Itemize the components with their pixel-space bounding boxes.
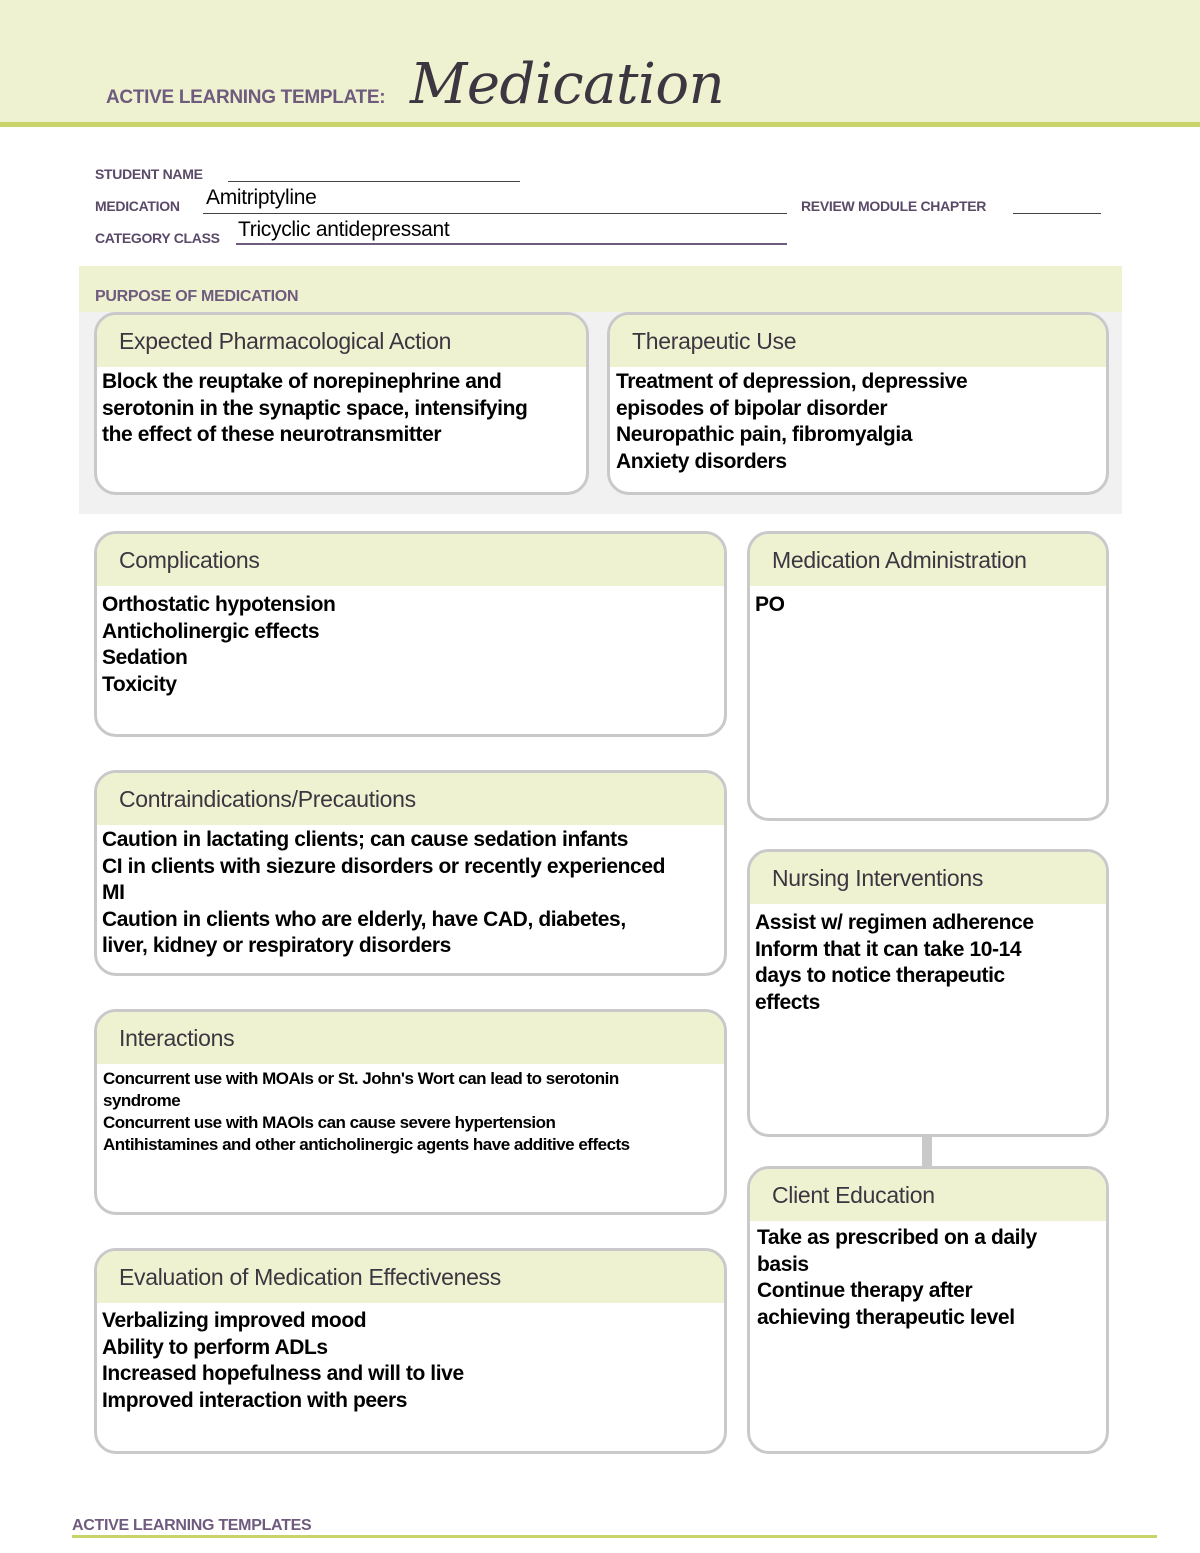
- administration-title: Medication Administration: [750, 534, 1106, 586]
- body-line: Caution in lactating clients; can cause sedation infants: [102, 828, 629, 851]
- student-name-label: STUDENT NAME: [95, 166, 203, 182]
- expected-action-body: [97, 367, 586, 449]
- student-name-line: [228, 181, 520, 182]
- body-line: Toxicity: [102, 672, 177, 696]
- therapeutic-use-box: [607, 312, 1109, 495]
- complications-title: Complications: [97, 534, 724, 586]
- nursing-interventions-title: Nursing Interventions: [750, 852, 1106, 904]
- header-rule: [0, 122, 1200, 127]
- contraindications-body: [97, 825, 724, 960]
- body-line: Neuropathic pain, fibromyalgia: [616, 423, 913, 446]
- body-line: Sedation: [102, 646, 188, 669]
- category-class-label: CATEGORY CLASS: [95, 230, 220, 246]
- medication-field[interactable]: Amitriptyline: [206, 186, 317, 209]
- body-line: Concurrent use with MOAIs or St. John's Wort can lead to serotonin: [103, 1069, 619, 1088]
- body-line: Increased hopefulness and will to live: [102, 1362, 464, 1385]
- body-line: Anticholinergic effects: [102, 619, 320, 643]
- body-line: Ability to perform ADLs: [102, 1335, 328, 1359]
- body-line: Antihistamines and other anticholinergic agents have additive effects: [103, 1135, 630, 1154]
- therapeutic-use-body: [610, 367, 1106, 475]
- interactions-box: [94, 1009, 727, 1215]
- review-module-line: [1013, 213, 1101, 214]
- category-class-field[interactable]: Tricyclic antidepressant: [238, 218, 450, 241]
- evaluation-title: Evaluation of Medication Effectiveness: [97, 1251, 724, 1303]
- complications-box: [94, 531, 727, 737]
- contraindications-box: [94, 770, 727, 976]
- medication-label: MEDICATION: [95, 198, 180, 214]
- body-line: Inform that it can take 10-14: [755, 937, 1022, 961]
- contraindications-title: Contraindications/Precautions: [97, 773, 724, 825]
- body-line: effects: [755, 990, 820, 1014]
- complications-body: [97, 586, 724, 698]
- body-line: Assist w/ regimen adherence: [755, 911, 1034, 934]
- nursing-interventions-body: [750, 904, 1106, 1016]
- template-title: Medication: [410, 52, 725, 117]
- body-line: liver, kidney or respiratory disorders: [102, 934, 451, 957]
- medication-line: [203, 213, 787, 214]
- body-line: CI in clients with siezure disorders or recently experienced: [102, 854, 666, 878]
- expected-action-title: Expected Pharmacological Action: [97, 315, 586, 367]
- body-line: the effect of these neurotransmitter: [102, 423, 442, 446]
- purpose-label: PURPOSE OF MEDICATION: [95, 288, 299, 305]
- client-education-body: [750, 1221, 1106, 1331]
- administration-box: [747, 531, 1109, 821]
- box-connector: [922, 1135, 932, 1167]
- administration-body: [750, 586, 1106, 619]
- evaluation-body: [97, 1303, 724, 1414]
- expected-action-box: [94, 312, 589, 495]
- body-line: syndrome: [103, 1091, 181, 1110]
- body-line: basis: [757, 1252, 809, 1276]
- body-line: episodes of bipolar disorder: [616, 396, 888, 420]
- category-class-line: [236, 243, 787, 245]
- client-education-box: [747, 1166, 1109, 1454]
- body-line: Caution in clients who are elderly, have CAD, diabetes,: [102, 907, 626, 931]
- footer-rule: [72, 1535, 1157, 1538]
- template-label: ACTIVE LEARNING TEMPLATE:: [106, 87, 386, 108]
- body-line: Verbalizing improved mood: [102, 1309, 367, 1332]
- body-line: Improved interaction with peers: [102, 1388, 407, 1412]
- body-line: achieving therapeutic level: [757, 1305, 1015, 1329]
- nursing-interventions-box: [747, 849, 1109, 1137]
- body-line: days to notice therapeutic: [755, 964, 1005, 987]
- evaluation-box: [94, 1248, 727, 1454]
- body-line: Orthostatic hypotension: [102, 593, 336, 616]
- body-line: Take as prescribed on a daily: [757, 1226, 1037, 1249]
- body-line: Concurrent use with MAOIs can cause severe hypertension: [103, 1113, 556, 1132]
- interactions-body: [97, 1064, 724, 1156]
- body-line: MI: [102, 881, 125, 904]
- review-module-label: REVIEW MODULE CHAPTER: [801, 198, 987, 214]
- client-education-title: Client Education: [750, 1169, 1106, 1221]
- body-line: PO: [755, 593, 785, 616]
- body-line: Treatment of depression, depressive: [616, 370, 968, 393]
- footer-label: ACTIVE LEARNING TEMPLATES: [72, 1517, 312, 1534]
- body-line: Block the reuptake of norepinephrine and: [102, 370, 502, 393]
- therapeutic-use-title: Therapeutic Use: [610, 315, 1106, 367]
- body-line: Anxiety disorders: [616, 449, 787, 473]
- body-line: Continue therapy after: [757, 1279, 973, 1302]
- body-line: serotonin in the synaptic space, intensifying: [102, 396, 528, 420]
- interactions-title: Interactions: [97, 1012, 724, 1064]
